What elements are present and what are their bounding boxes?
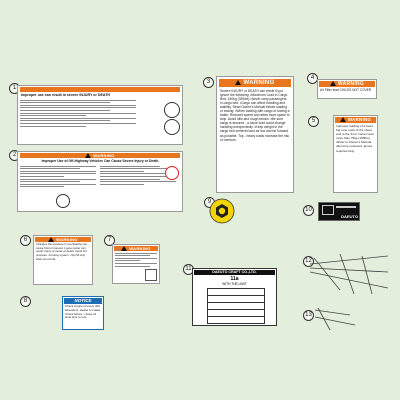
label-7-text-lines	[113, 253, 159, 267]
brand-decal-text: DAEUTO	[341, 214, 358, 219]
spec-plate-11	[192, 268, 277, 326]
callout-9: 9	[204, 197, 215, 208]
warning-triangle-icon	[85, 153, 91, 158]
callout-6: 6	[20, 235, 31, 246]
rider-pictogram	[56, 194, 70, 208]
notice-label-8	[62, 296, 104, 330]
callout-1: 1	[9, 83, 20, 94]
label-3-text: Severe INJURY or DEATH can result if you ignore the following: •Maximum Load in Cargo Bed: 150kg (330lbs) •Never carry passengers in cargo bed. •Cargo can affect handling and stability. Read Owner's Manual before loading or towing. •When loading with cargo or towing a trailer. Reduced speed and allow more space to stop. Avoid hills and rough terrain. •Be sure cargo is secured - a loose load could change handling unexpectedly. •Keep weight in the cargo bed centered and as low and far forward as possible. Top - heavy loads increase the risk of overturn.	[220, 89, 290, 142]
callout-2: 2	[9, 150, 20, 161]
warning-label-3	[216, 76, 294, 193]
label-3-band: WARNING	[219, 79, 291, 87]
callout-3: 3	[203, 77, 214, 88]
callout-5: 5	[308, 116, 319, 127]
label-1-band	[20, 87, 180, 92]
label-8-text: Check engine oil every 300 kilometers. Heater to intake. Check before. • Keep oil level prior to use.	[65, 304, 101, 320]
callout-13: 13	[303, 310, 314, 321]
warning-triangle-icon	[235, 80, 241, 85]
warning-label-5	[333, 115, 378, 193]
label-4-band: WARNING	[319, 81, 375, 87]
brand-decal-10	[318, 202, 360, 221]
warning-label-1	[17, 85, 183, 145]
oil-cap-decal	[209, 198, 235, 224]
spec-plate-subtitle: WITH THE LIMIT	[222, 282, 247, 286]
warning-label-7	[112, 244, 160, 284]
callout-4: 4	[307, 73, 318, 84]
callout-7: 7	[104, 235, 115, 246]
label-8-band: NOTICE	[64, 298, 102, 304]
label-2-band: WARNING	[20, 153, 180, 158]
spec-plate-title: DAEUTO CRAFT CO.,LTD.	[194, 270, 275, 275]
warning-label-2	[17, 151, 183, 212]
label-1-text-lines	[18, 100, 138, 127]
label-4-text: Air Filter lead CHILDS NOT COVER	[320, 88, 372, 92]
callout-12: 12	[303, 256, 314, 267]
warning-triangle-icon	[121, 246, 127, 251]
label-2-header: Improper Use of Off-Highway Vehicles Can Cause Severe Injury or Death	[41, 159, 159, 163]
label-7-pictogram	[145, 269, 157, 281]
strap-decals-13	[310, 305, 390, 335]
label-2-text-left	[18, 164, 98, 189]
callout-10: 10	[303, 205, 314, 216]
callout-11: 11	[183, 264, 194, 275]
warning-triangle-icon	[340, 117, 346, 122]
helmet-pictogram	[164, 119, 180, 135]
brand-stripe	[336, 206, 356, 208]
label-7-band: WARNING	[114, 246, 158, 251]
label-6-band: WARNING	[35, 237, 91, 242]
label-1-header: Improper use can result in severe INJURY or DEATH	[21, 93, 111, 97]
prohibition-icon	[165, 166, 179, 180]
warning-triangle-icon	[330, 81, 336, 86]
spec-plate-value: 11a	[230, 276, 239, 282]
warning-label-4	[317, 79, 377, 99]
warning-label-6	[33, 235, 93, 285]
reflector-strips-12	[310, 250, 395, 300]
label-6-text: Changes the pressure in overheating can cause hold of opened. Loose cooler can result. Injury or cause of death. Avoid hot pressure. •Cooling system. •Top fill only when at normal.	[36, 242, 88, 261]
label-5-band: WARNING	[335, 117, 376, 123]
no-riding-pictogram	[164, 102, 180, 118]
label-5-text: Improper loading of a hood bar over ends of the sheet and to the front. Never load more than 75kg (165lbs). •Refer to Owner's Manual. •Remove enclosed. Ignore required long.	[336, 124, 374, 153]
callout-8: 8	[20, 296, 31, 307]
spec-table	[207, 288, 265, 324]
